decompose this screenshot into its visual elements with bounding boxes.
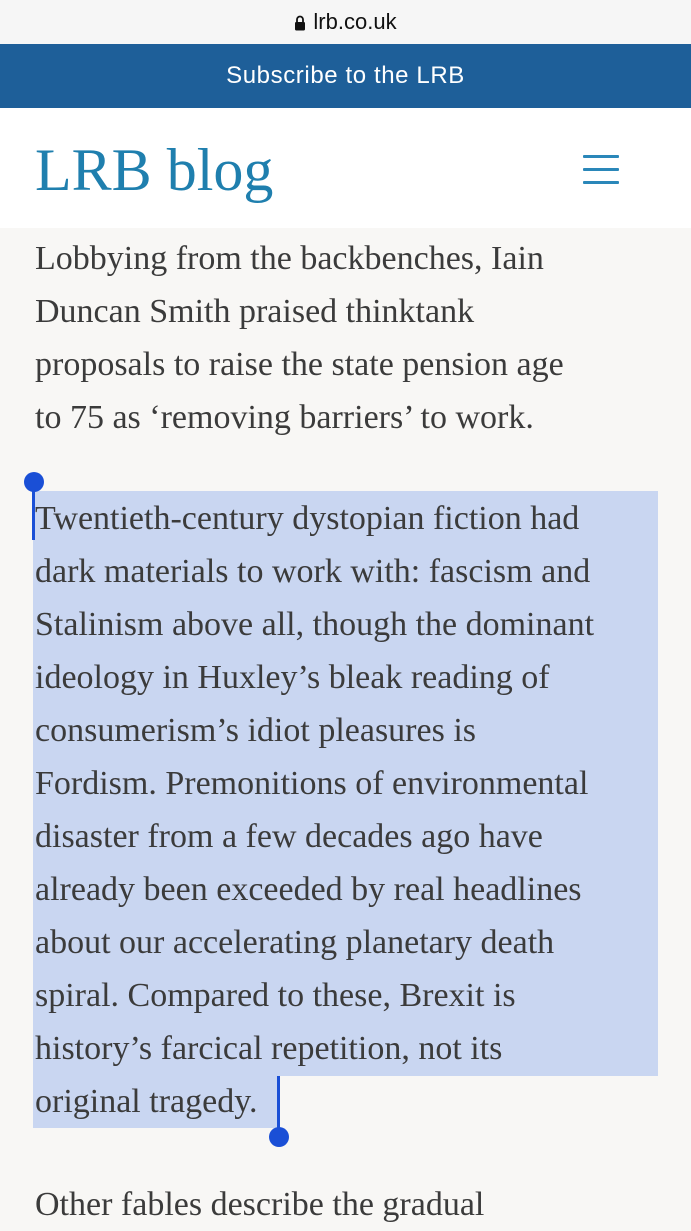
text-line: Twentieth-century dystopian fiction had (35, 500, 580, 537)
text-line: proposals to raise the state pension age (35, 346, 564, 383)
text-line: ideology in Huxley’s bleak reading of (35, 659, 550, 696)
selection-end-caret (277, 1076, 280, 1130)
text-line: dark materials to work with: fascism and (35, 553, 591, 590)
text-line: Duncan Smith praised thinktank (35, 293, 475, 330)
browser-url-bar[interactable] (0, 0, 691, 44)
text-line: about our accelerating planetary death (35, 924, 555, 961)
text-line: disaster from a few decades ago have (35, 818, 543, 855)
text-line: Lobbying from the backbenches, Iain (35, 240, 544, 277)
article-paragraph-selected[interactable] (35, 492, 594, 1128)
text-line: Stalinism above all, though the dominant (35, 606, 595, 643)
subscribe-banner-link[interactable] (0, 44, 691, 108)
article-paragraph (35, 1178, 484, 1231)
text-line: history’s farcical repetition, not its (35, 1030, 503, 1067)
text-line: Fordism. Premonitions of environmental (35, 765, 589, 802)
subscribe-label: Subscribe to the LRB (226, 62, 465, 89)
url-text: lrb.co.uk (313, 9, 397, 34)
site-title-link[interactable]: LRB blog (35, 137, 274, 203)
text-line: already been exceeded by real headlines (35, 871, 582, 908)
lock-icon (294, 15, 306, 31)
site-header (0, 108, 691, 228)
selection-end-handle[interactable] (269, 1127, 289, 1147)
hamburger-menu-icon[interactable] (576, 150, 626, 190)
article-paragraph (35, 232, 564, 444)
text-line: original tragedy. (35, 1083, 258, 1120)
text-line: spiral. Compared to these, Brexit is (35, 977, 516, 1014)
text-line: Other fables describe the gradual (35, 1186, 485, 1223)
text-line: to 75 as ‘removing barriers’ to work. (35, 399, 534, 436)
text-line: consumerism’s idiot pleasures is (35, 712, 477, 749)
selection-start-caret (32, 488, 35, 540)
